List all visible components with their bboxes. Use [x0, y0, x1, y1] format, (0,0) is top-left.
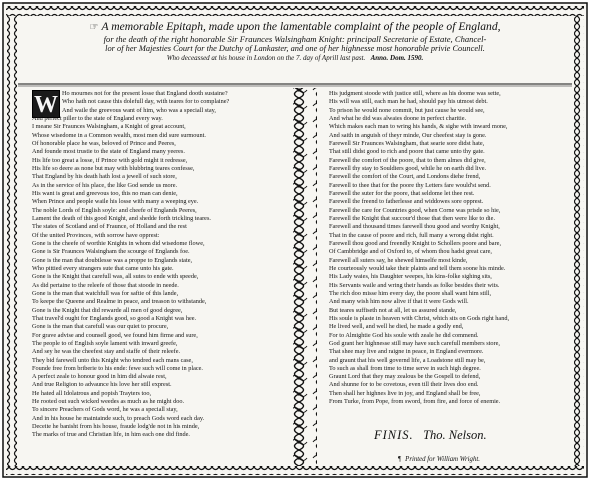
verse-line: And shunne for to be covetous, even till their lives doo end. [329, 381, 479, 389]
verse-line: Farewell all suters say, he shewed himselfe most kinde, [329, 256, 468, 264]
verse-line: He lived well, and well he died, he made a godly end, [329, 323, 464, 331]
verse-line: His will was still, each man he had, should pay his utmost debt. [329, 98, 488, 106]
verse-line: Farewell the Knight that succour'd those that then were like to die. [329, 214, 496, 222]
verse-line: Farewell thy stay to Souldiers good, while he on earth did live. [329, 164, 487, 172]
verse-line: Of the united Provinces, with sorrow have opprest: [32, 231, 160, 239]
verse-line: That travel'd ought for Englands good, so good a Knight was hee. [32, 314, 197, 322]
verse-line: and graunt that his well governd life, a Loadstone still may be, [329, 356, 486, 364]
subtitle-line-3: Who deceassed at his house in London on the 7. day of Aprill last past. Anno. Dom. 1590. [166, 54, 424, 62]
verse-line: That shee may live and raigne in peace, in England evermore. [329, 348, 484, 356]
verse-line: The noble Lords of English soyle: and cheefe of Englands Peeres, [32, 206, 197, 214]
verse-line: Farewell to thee that for the poore thy Letters fare would'st send. [329, 181, 491, 189]
verse-line: Gone is the Knight that carefull was, all sutes to ende with speede, [32, 273, 199, 281]
verse-line: And true Religion to advaunce his love her still exprest. [32, 381, 172, 389]
verse-line: The people to of English soyle lament with inward greefe, [32, 339, 178, 347]
verse-line: That still didst good to rich and poore that came unto thy gate. [329, 148, 485, 156]
verse-line: And perfect piller to the state of England every way. [32, 114, 163, 122]
verse-line: A perfect zeale to honour good in him did alwaie rest, [32, 373, 167, 381]
verse-line: Of honorable place he was, beloved of Prince and Peeres, [32, 139, 176, 147]
verse-line: Who hath not cause this dolefull day, with teares for to complaine? [62, 98, 230, 106]
verse-line: His judgment stoode with justice still, where as his doome was sette, [329, 90, 501, 97]
verse-line: And saith in anguish of theyr minde, Our cheefest stay is gone. [329, 131, 487, 139]
verse-line: For grave advise and counsell good, we found him firme and sure, [32, 331, 198, 339]
broadside-header [22, 20, 568, 82]
verse-line: Gone is the man that carefull was our quiet to procure, [32, 323, 169, 331]
verse-line: Ho mournes not for the present losse that England dooth sustaine? [62, 90, 228, 97]
verse-line: That England by his death hath lost a jewell of such store, [32, 173, 177, 181]
verse-line: Who pittied every strangers sute that came unto his gate. [32, 264, 174, 272]
verse-line: To such as shall from time to time serve in such high degree. [329, 364, 481, 372]
pilcrow-icon: ¶ [398, 455, 402, 463]
subtitle-line-2: lor of her Majesties Court for the Dutchy of Lankaster, and one of her highnesse most honorable privie Councell. [105, 44, 485, 53]
verse-line: Then shall her highnes live in joy, and England shall be free, [329, 389, 481, 397]
verse-line: The marks of true and Christian life, in him each one did finde. [32, 431, 190, 439]
verse-line: Farewell Sir Fraunces Walsingham, that searie sore didst hate, [329, 139, 485, 147]
right-verse-column [329, 90, 573, 476]
verse-line: His soule is plaste in heaven with Christ, which sits on Gods right hand, [329, 314, 510, 322]
verse-line: Gone is Sir Fraunces Walsingham the scourge of Englands foe. [32, 248, 190, 256]
verse-line: And many wish him now alive if that it were Gods will. [329, 298, 469, 306]
verse-line: And what he did was alwaies doone in perfect charitie. [329, 114, 467, 122]
verse-line: Gone is the Knight that did rewarde all men of good degree, [32, 306, 183, 314]
printer-imprint: ¶ Printed for William Wright. [398, 455, 480, 463]
verse-line: His want is great and greevous too, this no man can denie, [32, 189, 178, 197]
verse-line: Founde free from briberie to his ende: fewe such will come in place. [32, 364, 203, 372]
verse-line: That in the cause of poore and rich, full many a wrong didst right. [329, 231, 494, 239]
verse-line: Which makes each man to wring his hands, & sighe with inward mone, [329, 123, 508, 131]
verse-line: He hated all Idolatrous and popish Trayters too, [32, 389, 152, 397]
verse-line: Farewell the suter for the poore, that seldome let thee rest. [329, 189, 475, 197]
verse-line: To sincere Preachers of Gods word, he was a speciall stay, [32, 406, 178, 414]
verse-line: And founde most trustie to the state of England many yeeres. [32, 148, 185, 156]
verse-line: Farewell the comfort of the Court, and Londons diehe frend, [329, 173, 481, 181]
verse-line: And sey he was the cheefest stay and staffe of their releefe. [32, 348, 181, 356]
drop-capital: W [34, 92, 58, 118]
verse-line: Gone is the cheefe of worthie Knights in whom did wisedome flowe, [32, 239, 205, 247]
verse-line: His Servants waile and wring their hands as folke besides their wits. [329, 281, 500, 289]
verse-line: Farewell the freend to fatherlesse and widdowes sore opprest. [329, 198, 484, 206]
finis-word: FINIS. [374, 428, 414, 442]
verse-line: And waile the greevous want of him, who was a speciall stay, [62, 106, 216, 114]
verse-line: He rooted out such wicked weedes as much as he might doo. [32, 398, 185, 406]
verse-line: The states of Scotland and of Fraunce, of Holland and the rest [32, 223, 187, 231]
verse-line: But teares suffiseth not at all, let us assured stande, [329, 306, 457, 314]
verse-line: The rich doo misse him every day, the poore shall want him still, [329, 289, 492, 297]
verse-line: As in the service of his place, the like God sende us more. [32, 181, 178, 189]
left-verse-column [32, 90, 280, 476]
verse-line: Gone is the man that doubtlesse was a proppe to Englands state, [32, 256, 193, 264]
verse-line: His life too great a losse, if Prince with gold might it redresse, [32, 156, 188, 164]
pointing-hand-icon: ☞ [89, 22, 99, 33]
verse-line: Deceite he banisht from his house, fraude lodg'de not in his minde, [32, 423, 200, 431]
author-name: Tho. Nelson. [423, 428, 487, 442]
date-anno: Anno. Dom. 1590. [370, 54, 424, 62]
verse-line: His Lady waies, his Daughter weepes, his kins-folke sighing sits, [329, 273, 492, 281]
verse-line: As did pertaine to the releefe of those that stoode in neede. [32, 281, 179, 289]
verse-line: They bid farewell unto this Knight who tendred each mans case, [32, 356, 193, 364]
verse-line: Farewell thou good and freendly Knight to Schollers poore and bare, [329, 239, 502, 247]
verse-line: God grant her highnesse still may have such carefull members store, [329, 339, 500, 347]
verse-line: Graunt Lord that they may zealous be the Gospell to defend, [329, 373, 481, 381]
verse-line: When Prince and people waile his losse with many a weeping eye. [32, 198, 199, 206]
verse-line: Of Cambbridge and of Oxford to, of whom thou hadst great care, [329, 248, 492, 256]
verse-line: Farewell the comfort of the poore, that to them almes did give, [329, 156, 486, 164]
verse-line: And in his house he maintainde such, to preach Gods word each day. [32, 414, 205, 422]
verse-line: Farewell and thousand times farewell thou good and worthy Knight, [329, 223, 500, 231]
verse-line: To keepe the Queene and Realme in peace, and treason to withstande, [32, 298, 207, 306]
verse-line: His life so deere as none but may with blubbring teares confesse, [32, 164, 195, 172]
verse-line: For to Almightie God his soule with zeale he did commend. [329, 331, 479, 339]
verse-line: I meane Sir Fraunces Walsingham, a Knight of great account, [32, 123, 186, 131]
verse-line: Gone is the man that watchfull was for saftie of this lande, [32, 289, 179, 297]
broadside-sheet [2, 2, 588, 478]
subtitle-line-1: for the death of the right honorable Sir Fraunces Walsingham Knight: principall Secretarie of Estate, Chancel- [103, 34, 487, 44]
verse-line: To prison he would none commit, but just cause he would see, [329, 106, 485, 114]
verse-line: Farewell the care for Countries good, when Corne was prisde so hie, [329, 206, 501, 214]
verse-line: From Turke, from Pope, from sword, from fire, and force of enemie. [329, 398, 501, 406]
verse-line: Whose wisedome in a Common wealth, most men did sure surmount. [32, 131, 206, 139]
epitaph-title: ☞ A memorable Epitaph, made upon the lamentable complaint of the people of England, [89, 20, 501, 33]
finis-signature [374, 428, 574, 446]
verse-line: Lament the death of this good Knight, and shedde forth trickling teares. [32, 214, 211, 222]
verse-line: He courteously would take their plaints and tell them soone his minde. [329, 264, 506, 272]
